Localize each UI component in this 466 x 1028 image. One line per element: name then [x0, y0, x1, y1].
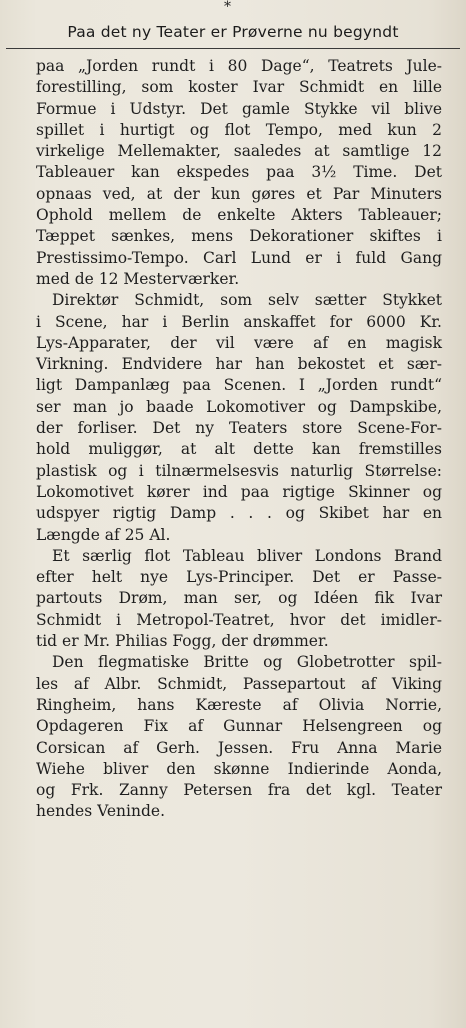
text-line: Opdageren Fix af Gunnar Helsengreen og [36, 717, 442, 736]
text-line: Ringheim, hans Kæreste af Olivia Norrie, [36, 695, 442, 714]
text-line: Virkning. Endvidere har han bekostet et sær- [36, 355, 442, 374]
text-line: der forliser. Det ny Teaters store Scene-For- [36, 419, 442, 438]
text-line: Et særlig flot Tableau bliver Londons Brand [52, 546, 442, 565]
article-body [18, 56, 442, 823]
text-line: Prestissimo-Tempo. Carl Lund er i fuld Gang [36, 248, 442, 267]
text-line: ser man jo baade Lokomotiver og Dampskibe, [36, 397, 442, 416]
text-line: og Frk. Zanny Petersen fra det kgl. Teater [36, 781, 442, 800]
text-line: tid er Mr. Philias Fogg, der drømmer. [36, 632, 329, 651]
text-line: spillet i hurtigt og flot Tempo, med kun 2 [36, 120, 442, 139]
text-line: opnaas ved, at der kun gøres et Par Minuters [36, 184, 442, 203]
text-line: Corsican af Gerh. Jessen. Fru Anna Marie [36, 738, 442, 757]
text-line: Lokomotivet kører ind paa rigtige Skinner og [36, 482, 442, 501]
text-line: plastisk og i tilnærmelsesvis naturlig Størrelse: [36, 461, 442, 480]
text-line: hold muliggør, at alt dette kan fremstilles [36, 440, 442, 459]
text-line: Direktør Schmidt, som selv sætter Stykket [52, 291, 442, 310]
text-line: paa „Jorden rundt i 80 Dage“, Teatrets Jule- [36, 57, 442, 75]
text-line: Længde af 25 Al. [36, 525, 171, 544]
article-paragraph [18, 56, 442, 290]
text-line: virkelige Mellemakter, saaledes at samtlige 12 [36, 142, 442, 161]
text-line: Tæppet sænkes, mens Dekorationer skiftes i [36, 227, 442, 246]
text-line: Ophold mellem de enkelte Akters Tableauer; [36, 206, 442, 225]
text-line: Lys-Apparater, der vil være af en magisk [36, 333, 442, 352]
article-paragraph [18, 290, 442, 546]
article-headline: Paa det ny Teater er Prøverne nu begyndt [67, 23, 399, 41]
text-line: ligt Dampanlæg paa Scenen. I „Jorden rundt“ [36, 376, 442, 395]
text-line: Den flegmatiske Britte og Globetrotter spil- [52, 653, 442, 672]
article-paragraph [18, 652, 442, 822]
text-line: Schmidt i Metropol-Teatret, hvor det imidler- [36, 610, 442, 629]
ornament-star: * [224, 0, 231, 15]
text-line: Wiehe bliver den skønne Indierinde Aonda, [36, 759, 442, 778]
headline-rule [6, 48, 460, 49]
text-line: partouts Drøm, man ser, og Idéen fik Ivar [36, 589, 442, 608]
text-line: Formue i Udstyr. Det gamle Stykke vil blive [36, 99, 442, 118]
text-line: forestilling, som koster Ivar Schmidt en lille [36, 78, 442, 97]
text-line: med de 12 Mesterværker. [36, 269, 240, 288]
text-line: i Scene, har i Berlin anskaffet for 6000 Kr. [36, 312, 442, 331]
text-line: les af Albr. Schmidt, Passepartout af Viking [36, 674, 442, 693]
text-line: Tableauer kan ekspedes paa 3½ Time. Det [36, 163, 442, 182]
text-line: udspyer rigtig Damp . . . og Skibet har en [36, 504, 442, 523]
text-line: hendes Veninde. [36, 802, 166, 821]
article-paragraph [18, 546, 442, 652]
text-line: efter helt nye Lys-Principer. Det er Passe- [36, 568, 442, 587]
